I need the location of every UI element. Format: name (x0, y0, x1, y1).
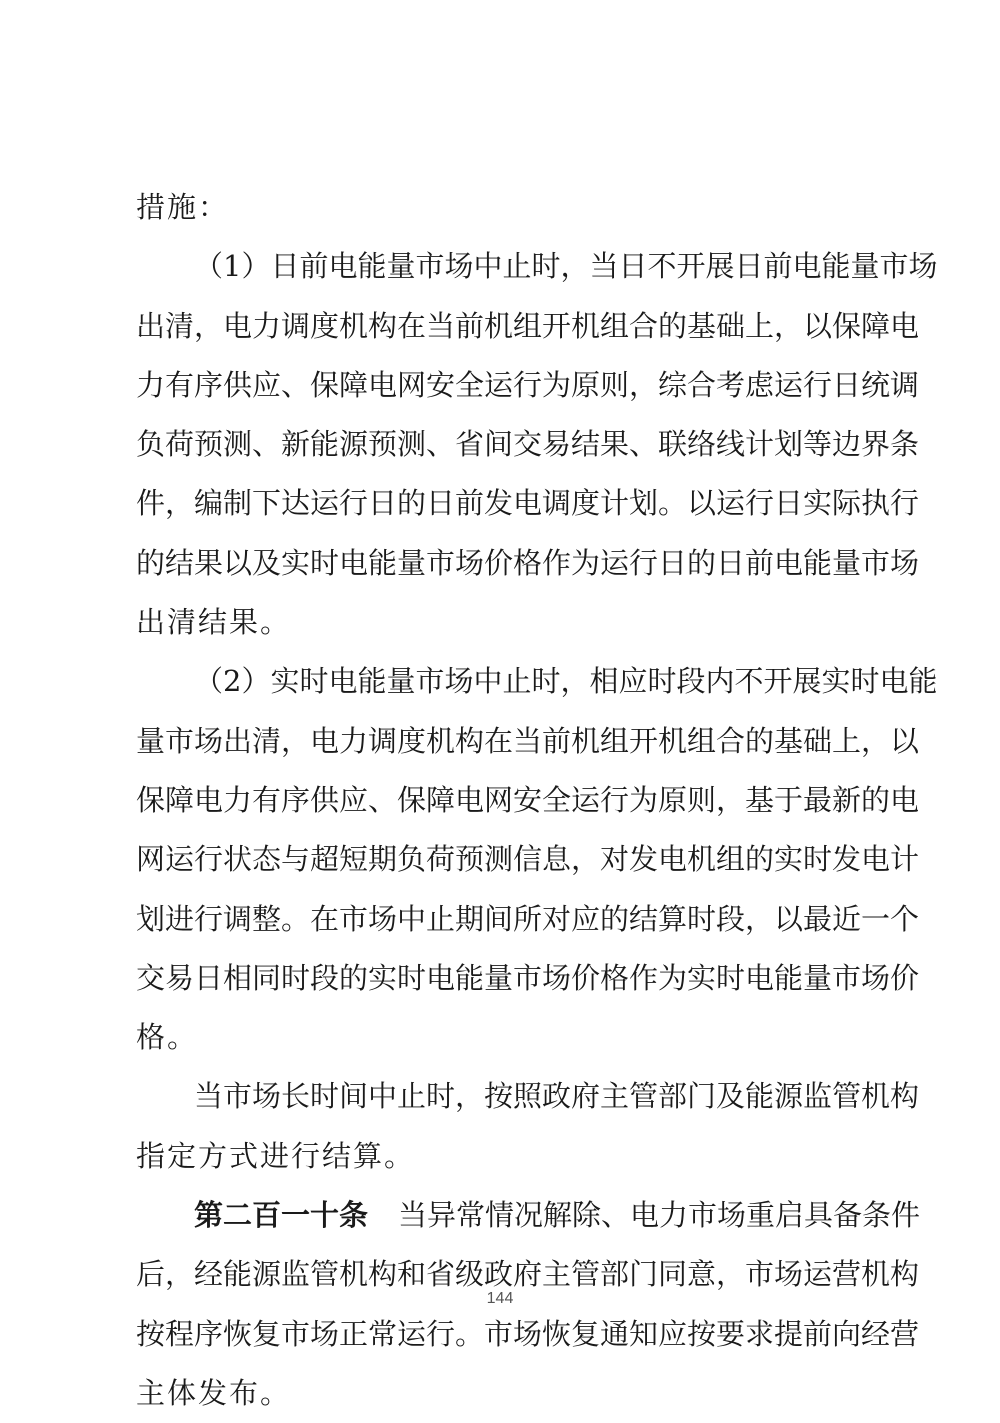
text-line: （2）实时电能量市场中止时，相应时段内不开展实时电能 (194, 664, 938, 699)
text-line: 量市场出清，电力调度机构在当前机组开机组合的基础上，以 (136, 723, 920, 758)
text-line: 出清结果。 (136, 605, 292, 640)
text-line: 格。 (136, 1020, 199, 1055)
text-line: 按程序恢复市场正常运行。市场恢复通知应按要求提前向经营 (136, 1316, 920, 1351)
text-line: 力有序供应、保障电网安全运行为原则，综合考虑运行日统调 (136, 367, 920, 402)
text-line: 当市场长时间中止时，按照政府主管部门及能源监管机构 (194, 1079, 920, 1114)
text-line: 后，经能源监管机构和省级政府主管部门同意，市场运营机构 (136, 1257, 920, 1292)
article-line (136, 1186, 921, 1245)
text-line: 当异常情况解除、电力市场重启具备条件 (398, 1198, 921, 1233)
text-line: 措施： (136, 190, 230, 224)
body-text (136, 178, 938, 1423)
article-heading: 第二百一十条 (194, 1198, 369, 1233)
text-line: 指定方式进行结算。 (136, 1138, 416, 1173)
text-line: 交易日相同时段的实时电能量市场价格作为实时电能量市场价 (136, 960, 920, 995)
text-line: 出清，电力调度机构在当前机组开机组合的基础上，以保障电 (136, 308, 920, 343)
text-line: 件，编制下达运行日的日前发电调度计划。以运行日实际执行 (136, 486, 920, 521)
text-line: 主体发布。 (136, 1375, 292, 1410)
text-line: 保障电力有序供应、保障电网安全运行为原则，基于最新的电 (136, 782, 920, 817)
text-line: 划进行调整。在市场中止期间所对应的结算时段，以最近一个 (136, 901, 920, 936)
text-line: （1）日前电能量市场中止时，当日不开展日前电能量市场 (194, 249, 938, 284)
page-number: 144 (486, 1290, 514, 1307)
text-line: 负荷预测、新能源预测、省间交易结果、联络线计划等边界条 (136, 427, 920, 462)
text-line: 的结果以及实时电能量市场价格作为运行日的日前电能量市场 (136, 545, 920, 580)
text-line: 网运行状态与超短期负荷预测信息，对发电机组的实时发电计 (136, 842, 920, 877)
